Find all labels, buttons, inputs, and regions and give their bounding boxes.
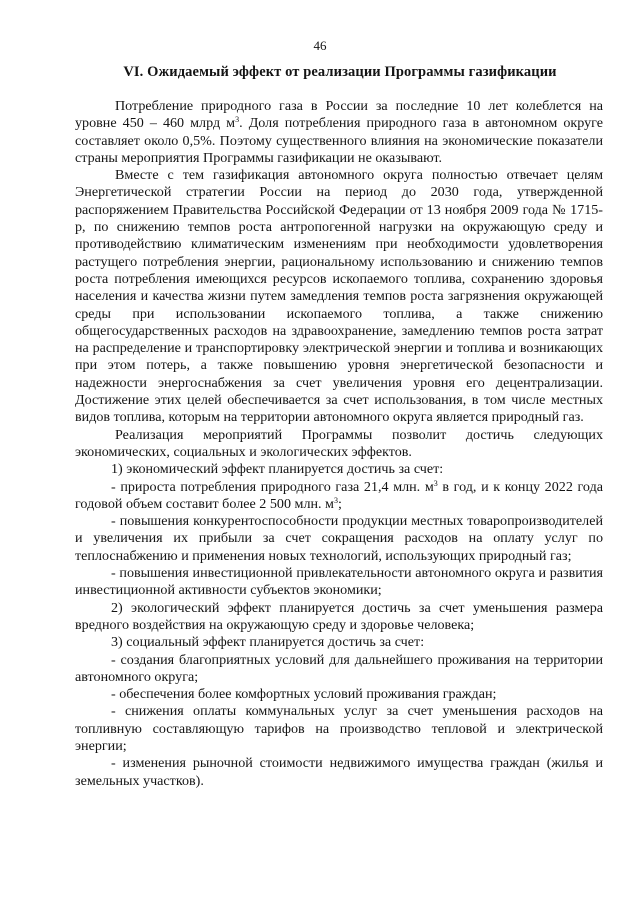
superscript: 3: [235, 115, 240, 125]
social-effect-heading: 3) социальный эффект планируется достичь за счет:: [111, 634, 425, 651]
paragraph-text: - прироста потребления природного газа 21,4 млн. м: [111, 478, 434, 495]
list-item: - обеспечения более комфортных условий проживания граждан;: [111, 686, 497, 703]
list-item: - снижения оплаты коммунальных услуг за счет уменьшения расходов на топливную составляющую тарифов на производство тепловой и электрической энергии;: [75, 703, 603, 754]
superscript: 3: [433, 478, 438, 488]
paragraph-energy-strategy: Вместе с тем газификация автономного округа полностью отвечает целям Энергетической стратегии России на период до 2030 года, утвержденной распоряжением Правительства Российской Федерации от 13 ноября 2009 года № 1715-р, по снижению темпов роста антропогенной нагрузки на окружающую среду и противодействию климатическим изменениям при необходимости удовлетворения растущего потребления энергии, рациональному использованию и снижению темпов роста потребления имеющихся ресурсов ископаемого топлива, сохранению здоровья населения и качества жизни путем замедления темпов роста загрязнения окружающей среды при использовании ископаемого топлива, а также снижению общегосударственных расходов на здравоохранение, замедлению темпов роста затрат на распределение и транспортировку электрической энергии и топлива и возникающих при этом потерь, а также повышению уровня энергетической безопасности и надежности энергоснабжения за счет увеличения уровня его децентрализации. Достижение этих целей обеспечивается за счет использования, в том числе местных видов топлива, которым на территории автономного округа является природный газ.: [75, 167, 603, 426]
ecological-effect-heading: 2) экологический эффект планируется достичь за счет уменьшения размера вредного воздействия на окружающую среду и здоровье человека;: [75, 599, 603, 633]
paragraph-effects-intro: Реализация мероприятий Программы позволит достичь следующих экономических, социальных и экологических эффектов.: [75, 426, 603, 460]
economic-effect-heading: 1) экономический эффект планируется достичь за счет:: [111, 461, 444, 478]
superscript: 3: [333, 495, 338, 505]
list-item: - повышения конкурентоспособности продукции местных товаропроизводителей и увеличения их прибыли за счет сокращения расходов на оплату услуг по теплоснабжению и применения новых технологий, использующих природный газ;: [75, 513, 603, 564]
list-item: - создания благоприятных условий для дальнейшего проживания на территории автономного округа;: [75, 651, 603, 685]
document-body: [75, 98, 603, 790]
paragraph-text: ;: [337, 495, 342, 512]
section-title: VI. Ожидаемый эффект от реализации Программы газификации: [123, 64, 557, 80]
paragraph-text: . Доля потребления природного газа в автономном округе составляет около 0,5%. Поэтому существенного влияния на экономические показатели страны мероприятия Программы газификации не оказывают.: [75, 115, 603, 166]
list-item: - изменения рыночной стоимости недвижимого имущества граждан (жилья и земельных участков).: [75, 755, 603, 789]
list-item: - повышения инвестиционной привлекательности автономного округа и развития инвестиционной активности субъектов экономики;: [75, 565, 603, 599]
list-item: [75, 479, 603, 514]
page-number: 46: [313, 38, 327, 53]
paragraph-text: Потребление природного газа в России за последние 10 лет колеблется на уровне 450 – 460 млрд м: [75, 98, 603, 132]
paragraph-text: в год, и к концу 2022 года годовой объем составит более 2 500 млн. м: [75, 478, 603, 512]
paragraph-gas-consumption: [75, 98, 603, 167]
